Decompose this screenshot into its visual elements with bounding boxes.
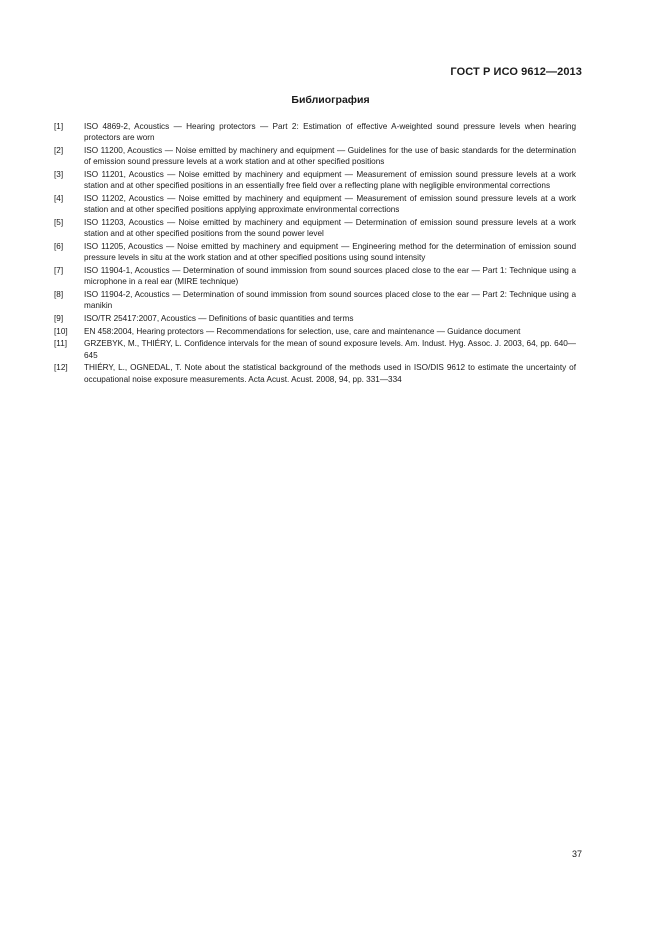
reference-item — [54, 362, 576, 385]
section-title: Библиография — [291, 94, 370, 106]
reference-text: GRZEBYK, M., THIÉRY, L. Confidence intervals for the mean of sound exposure levels. Am. Indust. Hyg. Assoc. J. 2003, 64, pp. 640—645 — [84, 339, 576, 360]
document-code-header: ГОСТ Р ИСО 9612—2013 — [450, 66, 582, 78]
reference-item — [54, 217, 576, 240]
reference-text: ISO 4869-2, Acoustics — Hearing protectors — Part 2: Estimation of effective A-weighted sound pressure levels when hearing protectors are worn — [84, 122, 576, 143]
reference-text: ISO/TR 25417:2007, Acoustics — Definitions of basic quantities and terms — [84, 314, 354, 323]
reference-item — [54, 289, 576, 312]
reference-text: ISO 11203, Acoustics — Noise emitted by machinery and equipment — Determination of emission sound pressure levels at a work station and at other specified positions from the sound power level — [84, 218, 576, 239]
reference-number: [4] — [54, 194, 64, 203]
reference-number: [1] — [54, 122, 64, 131]
reference-number: [11] — [54, 339, 68, 349]
reference-number: [12] — [54, 363, 68, 373]
reference-text: ISO 11202, Acoustics — Noise emitted by machinery and equipment — Measurement of emission sound pressure levels at a work station and at other specified positions applying approximate environmental corrections — [84, 194, 576, 215]
reference-item — [54, 338, 576, 361]
reference-number: [2] — [54, 146, 64, 155]
reference-text: ISO 11200, Acoustics — Noise emitted by machinery and equipment — Guidelines for the use of basic standards for the determination of emission sound pressure levels at a work station and at other specified positions — [84, 146, 576, 167]
reference-text: THIÉRY, L., OGNEDAL, T. Note about the statistical background of the methods used in ISO/DIS 9612 to estimate the uncertainty of occupational noise exposure measurements. Acta Acust. Acust. 2008, 94, pp. 331—334 — [84, 363, 576, 384]
reference-text: ISO 11201, Acoustics — Noise emitted by machinery and equipment — Measurement of emission sound pressure levels at a work station and at other specified positions in an essentially free field over a reflecting plane with negligible environmental corrections — [84, 170, 576, 191]
reference-number: [5] — [54, 218, 64, 227]
reference-item — [54, 169, 576, 192]
reference-item — [54, 313, 576, 324]
reference-text: ISO 11904-2, Acoustics — Determination of sound immission from sound sources placed close to the ear — Part 2: Technique using a manikin — [84, 290, 576, 311]
reference-number: [8] — [54, 290, 64, 299]
reference-number: [3] — [54, 170, 64, 179]
reference-item — [54, 145, 576, 168]
reference-item — [54, 241, 576, 264]
reference-item — [54, 193, 576, 216]
page-number: 37 — [571, 849, 582, 859]
reference-item — [54, 326, 576, 337]
reference-number: [6] — [54, 242, 64, 251]
reference-text: ISO 11904-1, Acoustics — Determination of sound immission from sound sources placed close to the ear — Part 1: Technique using a microphone in a real ear (MIRE technique) — [84, 266, 576, 287]
reference-text: EN 458:2004, Hearing protectors — Recommendations for selection, use, care and maintenance — Guidance document — [84, 326, 521, 336]
reference-number: [10] — [54, 326, 68, 336]
bibliography-list — [54, 121, 576, 386]
reference-item — [54, 121, 576, 144]
reference-item — [54, 265, 576, 288]
reference-text: ISO 11205, Acoustics — Noise emitted by machinery and equipment — Engineering method for the determination of emission sound pressure levels in situ at the work station and at other specified positions using sound intensity — [84, 242, 576, 263]
reference-number: [9] — [54, 314, 64, 323]
reference-number: [7] — [54, 266, 64, 275]
